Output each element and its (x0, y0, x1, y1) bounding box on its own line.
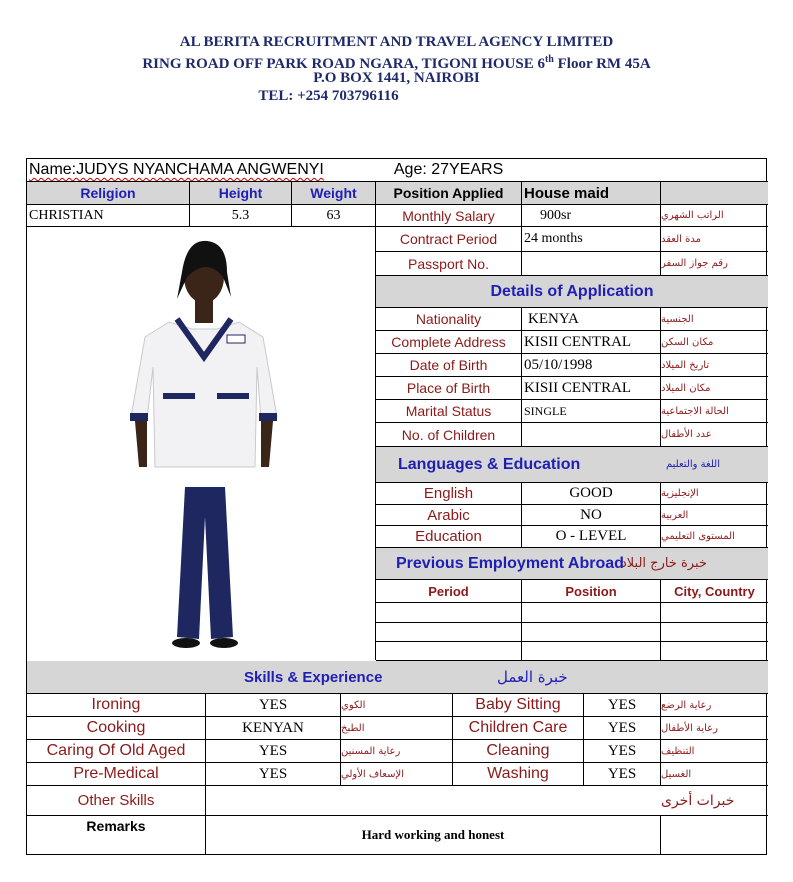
col-city-country: City, Country (661, 580, 768, 603)
contract-ar: مدة العقد (661, 227, 768, 252)
nationality-value: KENYA (522, 308, 661, 331)
education-ar: المستوى التعليمي (661, 526, 768, 548)
passport-label: Passport No. (376, 252, 522, 276)
marital-label: Marital Status (376, 400, 522, 423)
employment-cell (661, 642, 768, 661)
skill-washing-label: Washing (453, 763, 584, 786)
arabic-label: Arabic (376, 505, 522, 526)
employment-cell (661, 623, 768, 642)
skill-cooking-ar: الطبخ (341, 717, 453, 740)
employment-title-ar: خبرة خارج البلاد (621, 556, 707, 571)
skill-washing-ar: الغسيل (661, 763, 768, 786)
candidate-name: Name:JUDYS NYANCHAMA ANGWENYI (29, 161, 324, 178)
skill-cleaning-value: YES (584, 740, 661, 763)
employment-cell (661, 603, 768, 623)
remarks-value: Hard working and honest (206, 816, 661, 854)
skill-ironing-value: YES (206, 694, 341, 717)
agency-phone: TEL: +254 703796116 (258, 88, 399, 104)
skill-premedical-label: Pre-Medical (27, 763, 206, 786)
address-ar: مكان السكن (661, 331, 768, 354)
position-applied-value: House maid (522, 182, 661, 205)
col-period: Period (376, 580, 522, 603)
skill-childcare-ar: رعاية الأطفال (661, 717, 768, 740)
dob-label: Date of Birth (376, 354, 522, 377)
employment-cell (522, 603, 661, 623)
arabic-ar: العربية (661, 505, 768, 526)
employment-title: Previous Employment Abroad (396, 554, 624, 572)
skill-washing-value: YES (584, 763, 661, 786)
english-ar: الإنجليزية (661, 483, 768, 505)
employment-cell (376, 642, 522, 661)
employment-cell (522, 642, 661, 661)
person-illustration (27, 227, 375, 660)
remarks-extra (661, 816, 768, 854)
weight-value: 63 (292, 205, 376, 227)
salary-ar: الراتب الشهري (661, 205, 768, 227)
details-of-application-title: Details of Application (376, 276, 768, 308)
dob-ar: تاريخ الميلاد (661, 354, 768, 377)
passport-ar: رقم جواز السفر (661, 252, 768, 276)
remarks-label: Remarks (27, 816, 206, 854)
skills-title-row (27, 661, 768, 694)
religion-header: Religion (27, 182, 190, 205)
english-value: GOOD (522, 483, 661, 505)
height-value: 5.3 (190, 205, 292, 227)
nationality-ar: الجنسية (661, 308, 768, 331)
dob-value: 05/10/1998 (522, 354, 661, 377)
other-skills-value (206, 786, 661, 816)
skill-oldaged-value: YES (206, 740, 341, 763)
arabic-value: NO (522, 505, 661, 526)
skill-babysitting-value: YES (584, 694, 661, 717)
education-value: O - LEVEL (522, 526, 661, 548)
skill-oldaged-label: Caring Of Old Aged (27, 740, 206, 763)
salary-label: Monthly Salary (376, 205, 522, 227)
languages-title: Languages & Education (398, 455, 581, 473)
skill-premedical-ar: الإسعاف الأولي (341, 763, 453, 786)
education-label: Education (376, 526, 522, 548)
weight-header: Weight (292, 182, 376, 205)
address-label: Complete Address (376, 331, 522, 354)
skill-cleaning-label: Cleaning (453, 740, 584, 763)
contract-value: 24 months (522, 227, 661, 252)
passport-value (522, 252, 661, 276)
religion-value: CHRISTIAN (27, 205, 190, 227)
agency-pobox: P.O BOX 1441, NAIROBI (313, 70, 480, 86)
position-applied-label: Position Applied (376, 182, 522, 205)
english-label: English (376, 483, 522, 505)
candidate-photo (27, 227, 376, 660)
contract-label: Contract Period (376, 227, 522, 252)
skill-ironing-ar: الكوي (341, 694, 453, 717)
col-position: Position (522, 580, 661, 603)
skill-babysitting-ar: رعاية الرضع (661, 694, 768, 717)
salary-value: 900sr (522, 205, 661, 227)
skills-title-ar: خبرة العمل (497, 668, 568, 686)
name-row (27, 159, 768, 182)
skill-cooking-label: Cooking (27, 717, 206, 740)
marital-value: SINGLE (522, 400, 661, 423)
skill-premedical-value: YES (206, 763, 341, 786)
employment-cell (522, 623, 661, 642)
languages-title-row (376, 447, 768, 483)
skill-childcare-label: Children Care (453, 717, 584, 740)
address-value: KISII CENTRAL (522, 331, 661, 354)
agency-address: RING ROAD OFF PARK ROAD NGARA, TIGONI HOUSE 6th Floor RM 45A (142, 54, 651, 72)
skill-cleaning-ar: التنظيف (661, 740, 768, 763)
skill-ironing-label: Ironing (27, 694, 206, 717)
pob-value: KISII CENTRAL (522, 377, 661, 400)
children-label: No. of Children (376, 423, 522, 447)
height-header: Height (190, 182, 292, 205)
candidate-age: Age: 27YEARS (393, 161, 504, 178)
application-form (26, 158, 767, 855)
skill-childcare-value: YES (584, 717, 661, 740)
employment-cell (376, 603, 522, 623)
children-value (522, 423, 661, 447)
agency-name: AL BERITA RECRUITMENT AND TRAVEL AGENCY LIMITED (179, 34, 614, 50)
skill-babysitting-label: Baby Sitting (453, 694, 584, 717)
skill-oldaged-ar: رعاية المسنين (341, 740, 453, 763)
marital-ar: الحالة الاجتماعية (661, 400, 768, 423)
pob-ar: مكان الميلاد (661, 377, 768, 400)
languages-title-ar: اللغة والتعليم (666, 459, 720, 470)
children-ar: عدد الأطفال (661, 423, 768, 447)
skills-title: Skills & Experience (244, 668, 383, 686)
employment-title-row (376, 548, 768, 580)
employment-cell (376, 623, 522, 642)
skill-cooking-value: KENYAN (206, 717, 341, 740)
nationality-label: Nationality (376, 308, 522, 331)
position-ar (661, 182, 768, 205)
other-skills-ar: خبرات أخرى (661, 786, 768, 816)
other-skills-label: Other Skills (27, 786, 206, 816)
pob-label: Place of Birth (376, 377, 522, 400)
